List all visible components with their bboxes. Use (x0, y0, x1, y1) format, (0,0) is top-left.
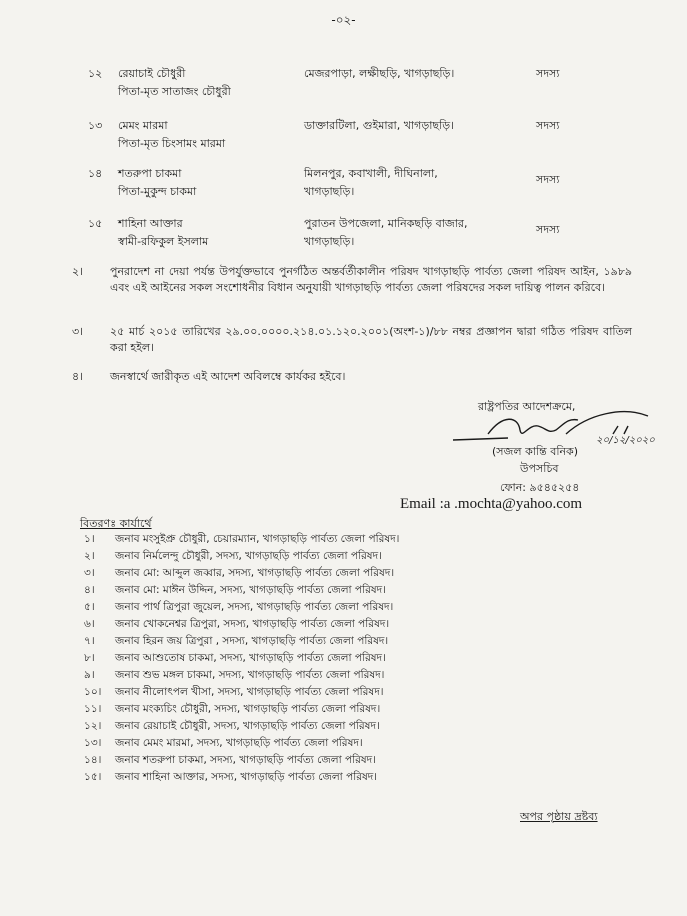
member-name: শাহিনা আক্তার (118, 217, 183, 230)
member-address-line2: খাগড়াছড়ি। (304, 235, 355, 248)
distribution-item (84, 548, 444, 565)
page-number: -০২- (331, 13, 356, 27)
distribution-item-serial: ১২। (84, 720, 102, 732)
distribution-item (84, 735, 444, 752)
distribution-item-text: জনাব শুভ মঙ্গল চাকমা, সদস্য, খাগড়াছড়ি পার্বত্য জেলা পরিষদ। (115, 669, 385, 681)
distribution-item-text: জনাব খোকনেশ্বর ত্রিপুরা, সদস্য, খাগড়াছড়ি পার্বত্য জেলা পরিষদ। (115, 618, 390, 630)
member-serial: ১৫ (88, 217, 103, 230)
distribution-item-text: জনাব মংসুইপ্রু চৌধুরী, চেয়ারম্যান, খাগড়াছড়ি পার্বত্য জেলা পরিষদ। (115, 533, 400, 545)
signatory-name: (সজল কান্তি বনিক) (492, 445, 579, 458)
member-address: ডাক্তারটিলা, গুইমারা, খাগড়াছড়ি। (304, 119, 455, 132)
distribution-item (84, 599, 444, 616)
distribution-item (84, 701, 444, 718)
distribution-item-serial: ৪। (84, 584, 95, 596)
signatory-phone: ফোন: ৯৫৪৫২৫৪ (500, 481, 580, 494)
distribution-item-serial: ৯। (84, 669, 95, 681)
signatory-email: Email :a .mochta@yahoo.com (400, 496, 583, 512)
member-address: মেজরপাড়া, লক্ষীছড়ি, খাগড়াছড়ি। (304, 67, 455, 80)
member-address: মিলনপুর, কবাখালী, দীঘিনালা, (304, 167, 438, 180)
distribution-item-text: জনাব নীলোৎপল খীসা, সদস্য, খাগড়াছড়ি পার্বত্য জেলা পরিষদ। (115, 686, 384, 698)
distribution-item (84, 684, 444, 701)
distribution-item-text: জনাব আশুতোষ চাকমা, সদস্য, খাগড়াছড়ি পার্বত্য জেলা পরিষদ। (115, 652, 386, 664)
distribution-item-serial: ১১। (84, 703, 102, 715)
paragraph (72, 369, 632, 385)
distribution-item-serial: ৫। (84, 601, 95, 613)
distribution-item-text: জনাব মো: আব্দুল জব্বার, সদস্য, খাগড়াছড়ি পার্বত্য জেলা পরিষদ। (115, 567, 395, 579)
distribution-item (84, 667, 444, 684)
distribution-item-text: জনাব নির্মলেন্দু চৌধুরী, সদস্য, খাগড়াছড়ি পার্বত্য জেলা পরিষদ। (115, 550, 382, 562)
member-parent: পিতা-মুকুন্দ চাকমা (118, 185, 197, 198)
distribution-item-serial: ২। (84, 550, 95, 562)
distribution-item-serial: ১০। (84, 686, 102, 698)
distribution-list (84, 531, 444, 786)
distribution-item-serial: ১৪। (84, 754, 102, 766)
distribution-item-text: জনাব মংক্যচিং চৌধুরী, সদস্য, খাগড়াছড়ি পার্বত্য জেলা পরিষদ। (115, 703, 381, 715)
distribution-item-text: জনাব শতরুপা চাকমা, সদস্য, খাগড়াছড়ি পার্বত্য জেলা পরিষদ। (115, 754, 376, 766)
member-serial: ১৪ (88, 167, 103, 180)
distribution-item-serial: ৬। (84, 618, 95, 630)
distribution-title: বিতরণঃ কার্যার্থে (80, 517, 152, 530)
member-address-line2: খাগড়াছড়ি। (304, 185, 355, 198)
distribution-item-text: জনাব হিরন জয় ত্রিপুরা , সদস্য, খাগড়াছড়ি পার্বত্য জেলা পরিষদ। (115, 635, 389, 647)
distribution-item-serial: ৩। (84, 567, 95, 579)
paragraph-text: পুনরাদেশ না দেয়া পর্যন্ত উপর্যুক্তভাবে পুনর্গঠিত অন্তর্বর্তীকালীন পরিষদ খাগড়াছড়ি পার্বত্য জেলা পরিষদ আইন, ১৯৮৯ এবং এই আইনের সকল সংশোধনীর বিধান অনুযায়ী খাগড়াছড়ি পার্বত্য জেলা পরিষদের সকল দায়িত্ব পালন করিবে। (110, 265, 632, 294)
paragraph-text: ২৫ মার্চ ২০১৫ তারিখের ২৯.০০.০০০০.২১৪.০১.১২০.২০০১(অংশ-১)/৮৮ নম্বর প্রজ্ঞাপন দ্বারা গঠিত পরিষদ বাতিল করা হইল। (110, 325, 632, 354)
distribution-item (84, 718, 444, 735)
distribution-item-text: জনাব রেয়াচাই চৌধুরী, সদস্য, খাগড়াছড়ি পার্বত্য জেলা পরিষদ। (115, 720, 380, 732)
continued-note: অপর পৃষ্ঠায় দ্রষ্টব্য (520, 810, 598, 823)
member-name: মেমং মারমা (118, 119, 168, 132)
member-serial: ১২ (88, 67, 103, 80)
signatory-designation: উপসচিব (520, 462, 559, 475)
distribution-item (84, 565, 444, 582)
member-parent: স্বামী-রফিকুল ইসলাম (118, 235, 209, 248)
member-role: সদস্য (536, 67, 560, 80)
distribution-item-serial: ৮। (84, 652, 95, 664)
distribution-item-text: জনাব মেমং মারমা, সদস্য, খাগড়াছড়ি পার্বত্য জেলা পরিষদ। (115, 737, 363, 749)
member-name: রেয়াচাই চৌধুরী (118, 67, 186, 80)
distribution-item-text: জনাব পার্থ ত্রিপুরা জুয়েল, সদস্য, খাগড়াছড়ি পার্বত্য জেলা পরিষদ। (115, 601, 394, 613)
distribution-item (84, 650, 444, 667)
distribution-item (84, 616, 444, 633)
distribution-item (84, 582, 444, 599)
distribution-item (84, 752, 444, 769)
member-role: সদস্য (536, 173, 560, 186)
paragraph-text: জনস্বার্থে জারীকৃত এই আদেশ অবিলম্বে কার্যকর হইবে। (110, 370, 346, 383)
member-address: পুরাতন উপজেলা, মানিকছড়ি বাজার, (304, 217, 468, 230)
distribution-item (84, 769, 444, 786)
paragraph (72, 324, 632, 356)
distribution-item-serial: ৭। (84, 635, 95, 647)
paragraph-number: ৩। (72, 325, 84, 338)
member-role: সদস্য (536, 119, 560, 132)
order-line: রাষ্ট্রপতির আদেশক্রমে, (478, 400, 576, 413)
paragraph (72, 264, 632, 296)
distribution-item-serial: ১। (84, 533, 95, 545)
member-parent: পিতা-মৃত চিংসামং মারমা (118, 137, 226, 150)
signature-date: ২০/১২/২০২০ (596, 435, 655, 446)
paragraph-number: ৪। (72, 370, 84, 383)
member-name: শতরুপা চাকমা (118, 167, 182, 180)
distribution-item (84, 531, 444, 548)
paragraph-number: ২। (72, 265, 84, 278)
distribution-item-text: জনাব মো: মাঈন উদ্দিন, সদস্য, খাগড়াছড়ি পার্বত্য জেলা পরিষদ। (115, 584, 386, 596)
member-serial: ১৩ (88, 119, 103, 132)
distribution-item-serial: ১৫। (84, 771, 102, 783)
member-role: সদস্য (536, 223, 560, 236)
member-parent: পিতা-মৃত সাতাজং চৌধুরী (118, 85, 231, 98)
distribution-item-serial: ১৩। (84, 737, 102, 749)
distribution-item-text: জনাব শাহিনা আক্তার, সদস্য, খাগড়াছড়ি পার্বত্য জেলা পরিষদ। (115, 771, 378, 783)
distribution-item (84, 633, 444, 650)
